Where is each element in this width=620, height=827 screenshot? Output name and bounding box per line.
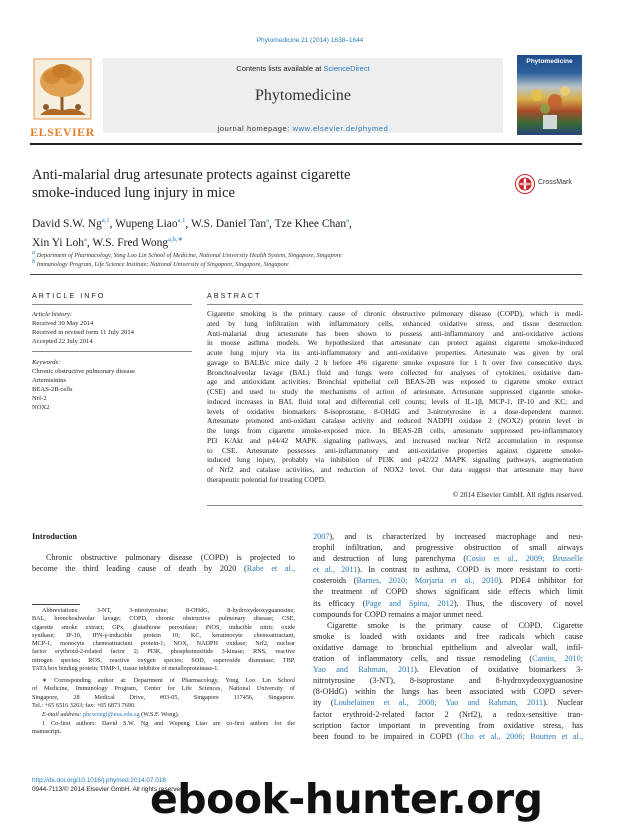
issn-line: 0944-7113/© 2014 Elsevier GmbH. All rights reserved. [32, 786, 186, 793]
watermark: ebook-hunter.org [150, 775, 543, 823]
author-separator: , [109, 217, 116, 230]
body-text: ). In contrast to asthma, COPD is more resistant to corti- [357, 565, 583, 575]
abstract-body [207, 309, 583, 485]
abstract-rule [207, 304, 583, 305]
author-affil-marker[interactable]: a [346, 217, 350, 224]
footnote-line: BAL, bronchoalveolar lavage; COPD, chronic obstructive pulmonary disease; CSE, [32, 615, 295, 623]
sciencedirect-link[interactable]: ScienceDirect [323, 64, 370, 73]
body-left-column [32, 552, 295, 574]
corresponding-author-footnote [32, 677, 295, 710]
body-line [313, 620, 583, 631]
article-info-rule [32, 304, 192, 305]
title-block-rule [30, 274, 582, 275]
body-line [313, 642, 583, 653]
author-name[interactable]: Xin Yi Loh [32, 236, 84, 249]
elsevier-tree-icon [30, 55, 95, 125]
footnote-line: 1 Co-first authors: David S.W. Ng and Wupeng Liao are co-first authors for the [42, 720, 295, 727]
cofirst-footnote [32, 720, 295, 737]
body-text: ). Thus, the discovery of novel [453, 598, 583, 608]
body-line [313, 675, 583, 686]
crossmark-icon [515, 174, 535, 194]
email-suffix: (W.S.F. Wong). [139, 711, 180, 718]
body-text: its efficacy ( [313, 598, 366, 608]
body-text: Chronic obstructive pulmonary disease (COPD) is projected to [46, 553, 295, 562]
footnote-line: Singapore, 28 Medical Drive, #03-05, Singapore 117456, Singapore. [32, 693, 295, 701]
email-prefix: E-mail address: [42, 711, 84, 718]
author-affil-marker[interactable]: a [266, 217, 270, 224]
footnote-line: MCP-1, monocyte chemoattractant protein-1; NOX, NADPH oxidase; Nrf2, nuclear [32, 640, 295, 648]
abstract-line: therapeutic potential for treating COPD. [207, 474, 326, 484]
citation-link[interactable]: Louhelainen et al., 2008; Yao and Rahman, 2011 [333, 698, 544, 708]
journal-banner [103, 58, 503, 133]
body-text: ). Nuclear [543, 698, 583, 708]
abstract-line: gavage to BALB/c mice daily 2 h before 4% cigarette smoke exposure for 1 h over five consecutive days. [207, 357, 583, 367]
footnote-line: ∗ Corresponding author at: Department of Pharmacology, Yong Loo Lin School [42, 677, 295, 684]
body-line [313, 564, 583, 575]
body-line [32, 552, 295, 563]
author-line [32, 213, 472, 232]
abstract-line: PI3 K/Akt and p44/42 MAPK signaling pathways, and increased nuclear Nrf2 accumulation in response [207, 435, 583, 445]
email-link[interactable]: phcwongf@nus.edu.sg [83, 711, 140, 718]
title-line: Anti-malarial drug artesunate protects against cigarette [32, 167, 351, 183]
abstract-line: of Nrf2 and catalase activities, and reduction of NOX2 level. Our data suggest that artesunate may have [207, 465, 583, 474]
citation-link[interactable]: et al., 2011 [313, 565, 358, 575]
journal-name: Phytomedicine [255, 87, 351, 104]
footnote-rule [32, 604, 80, 605]
abstract-line: acute lung injury via its anti-inflammatory and anti-oxidative properties. Artesunate was given by oral [207, 348, 583, 357]
body-line [313, 586, 583, 597]
author-separator: , [185, 217, 191, 230]
homepage-prefix: journal homepage: [217, 124, 293, 133]
keyword-item: NOX2 [32, 404, 50, 411]
body-line [313, 542, 583, 553]
body-text: compounds for COPD remains a major unmet need. [313, 609, 484, 619]
body-line [313, 697, 583, 708]
author-separator: , [269, 217, 275, 230]
contents-line [103, 64, 503, 73]
body-text: nitrotyrosine (3-NT), 8-isoprostane and 8-hydroxydeoxyguanosine [313, 676, 583, 686]
author-affil-marker[interactable]: a [83, 235, 87, 243]
author-affil-marker[interactable]: a,b,∗ [168, 235, 183, 243]
affiliation-marker: a [32, 249, 36, 256]
body-text: ). PDE4 inhibitor for [498, 576, 583, 586]
cover-title: Phytomedicine [526, 58, 573, 65]
body-text: ). Elevation of oxidative biomarkers 3- [414, 665, 583, 675]
author-name[interactable]: David S.W. Ng [32, 217, 102, 230]
abstract-line: ated by lung infiltration with inflammatory cells, enhanced oxidative stress, and tissue destruction. [207, 318, 583, 328]
footnote-line: of Medicine, Immunology Program, Center for Life Sciences, National University of [32, 685, 295, 693]
body-text: the treatment of COPD shows significant side effects which limit [313, 587, 583, 597]
body-text: become the third leading cause of death by 2020 ( [32, 564, 247, 574]
affiliation-text: Department of Pharmacology, Yong Loo Lin School of Medicine, National University Health System, Singapore, Singapore [35, 252, 342, 260]
abstract-line: induced lung injury, probably via inhibition of PI3K and p42/22 MAPK signaling pathways, augmentation [207, 455, 583, 465]
body-line [313, 686, 583, 697]
keyword-item: Artemisinins [32, 377, 67, 384]
body-line [313, 731, 583, 742]
abstract-line: Cigarette smoking is the primary cause of chronic obstructive pulmonary disease (COPD), which is medi- [207, 309, 583, 318]
body-text: smoke is loaded with oxidants and free radicals which cause [313, 631, 583, 641]
body-text: scription factor important in preventing from oxidative stress, has [313, 720, 583, 730]
keywords-list [32, 358, 192, 412]
abstract-line: levels of oxidative biomarkers 8-isoprostane, 8-OHdG and 3-nitrotyrosine in a dose-dependent manner. [207, 406, 583, 416]
author-name[interactable]: Tze Khee Chan [274, 217, 347, 230]
title-line: smoke-induced lung injury in mice [32, 185, 235, 201]
author-affil-marker[interactable]: a,1 [101, 217, 110, 224]
footnote-line: nitrogen species; ROS, reactive oxygen species; SOD, superoxide dismutase; TBP, [32, 656, 295, 664]
footnote-line: TATA box binding protein; TIMP-1, tissue inhibitor of metalloproteinase-1. [32, 665, 219, 673]
abstract-line: Artesunate promoted anti-oxidant catalase activity and reduced NADPH oxidase 2 (NOX2) protein level in [207, 416, 583, 426]
body-line [313, 720, 583, 731]
body-line [313, 531, 583, 542]
cover-flower-icon [517, 55, 582, 135]
publisher-name: ELSEVIER [30, 125, 95, 139]
citation-link[interactable]: Yao and Rahman, 2011 [313, 665, 415, 675]
history-item: Received 30 May 2014 [32, 320, 94, 327]
journal-reference: Phytomedicine 21 (2014) 1638–1644 [256, 37, 364, 44]
body-text: and destruction of lung parenchyma ( [313, 554, 467, 564]
abstract-line: in mouse asthma models. We hypothesized that artesunate can protect against cigarette smoke-induced [207, 338, 583, 348]
body-text: ity ( [313, 698, 334, 708]
body-right-column [313, 531, 583, 742]
article-title [32, 166, 472, 202]
body-text: (8-OHdG) within the lungs has been associated with COPD sever- [313, 687, 583, 697]
citation-link[interactable]: 2007 [313, 532, 330, 541]
citation-link[interactable]: Cho et al., 2006; Boutten et al., [460, 731, 583, 741]
history-item: Accepted 22 July 2014 [32, 338, 93, 345]
history-heading: Article history: [32, 311, 73, 318]
body-line [313, 575, 583, 586]
author-name[interactable]: W.S. Fred Wong [92, 236, 169, 249]
body-line [32, 563, 295, 574]
body-line [313, 598, 583, 609]
body-text: oxidative damage to bronchial epithelium and alveolar wall, infil- [313, 642, 583, 652]
body-text: been found to be impaired in COPD ( [313, 731, 461, 741]
history-item: Received in revised form 11 July 2014 [32, 329, 134, 336]
citation-link[interactable]: Cantin, 2010; [532, 654, 583, 664]
footnote-line: Tel.: +65 6516 3263; fax: +65 6873 7690. [32, 701, 136, 709]
body-text: factor erythroid-2-related factor 2 (Nrf2), a redox-sensitive tran- [313, 709, 583, 719]
abstract-line: Anti-malarial drug artesunate has been shown to possess anti-inflammatory and anti-oxidative actions [207, 328, 583, 338]
author-line [32, 232, 472, 251]
body-text: trophil infiltration, and progressive obstruction of small airways [313, 543, 583, 553]
citation-link[interactable]: Cosio et al., 2009; Brusselle [466, 554, 583, 564]
abstract-line: age and antioxidant activities. Bronchial epithelial cell BEAS-2B was exposed to cigarette smoke extract [207, 377, 583, 387]
abstract-line: to CSE. Artesunate possesses anti-inflammatory and anti-oxidative properties against cigarette smoke- [207, 445, 583, 455]
footnote-line: cigarette smoke extract; GPx, glutathione peroxidase; iNOS, inducible nitric oxide [32, 623, 295, 631]
doi-link[interactable]: http://dx.doi.org/10.1016/j.phymed.2014.07.018 [32, 777, 166, 784]
body-line [313, 631, 583, 642]
abstract-line: the lungs from cigarette smoke-exposed mice. In BEAS-2B cells, artesunate suppressed pro-inflammatory [207, 426, 583, 435]
keyword-item: Chronic obstructive pulmonary disease [32, 368, 136, 375]
author-name[interactable]: W.S. Daniel Tan [190, 217, 267, 230]
elsevier-logo [30, 55, 95, 140]
article-info-label: ARTICLE INFO [32, 291, 106, 300]
affiliation-b [32, 258, 289, 268]
journal-cover-image [517, 55, 582, 135]
abstract-bottom-rule [207, 505, 583, 506]
abstract-line: (CSE) and used to study the mechanisms of action of artesunate. Artesunate suppressed cigarette smoke- [207, 387, 583, 396]
abstract-line: Bronchoalveolar lavage (BAL) fluid and lungs were collected for analyses of cytokines, oxidative dam- [207, 367, 583, 377]
citation-link[interactable]: Page and Spina, 2012 [365, 598, 454, 608]
author-name[interactable]: Wupeng Liao [115, 217, 178, 230]
author-list [32, 213, 472, 251]
homepage-line [103, 124, 503, 133]
footnote-line: factor erythroid-2-related factor 2; PI3K, phosphoinositide 3-kinase; RNS, reactive [32, 648, 295, 656]
introduction-heading: Introduction [32, 532, 78, 541]
body-text: costeroids ( [313, 576, 357, 586]
keyword-item: Nrf-2 [32, 395, 47, 402]
footnote-line: synthase; IP-10, IFN-γ-inducible protein 10; KC, keratinocyte chemoattractant; [32, 631, 295, 639]
crossmark-badge[interactable] [515, 172, 585, 196]
body-line [313, 609, 583, 620]
email-footnote [32, 711, 295, 719]
abstract-line: induced increases in BAL fluid total and differential cell counts; levels of IL-1β, MCP-1, IP-10 and KC; and [207, 396, 583, 406]
body-text: Cigarette smoke is the primary cause of COPD. Cigarette [327, 620, 583, 630]
body-line [313, 553, 583, 564]
body-line [313, 664, 583, 675]
article-history [32, 310, 192, 346]
abstract-copyright: © 2014 Elsevier GmbH. All rights reserved. [452, 490, 583, 499]
author-separator: , [86, 236, 93, 249]
abstract-label: ABSTRACT [207, 291, 262, 300]
body-text: ), and is characterized by increased macrophage and neu- [329, 532, 583, 541]
footnote-line: manuscript. [32, 728, 62, 736]
footnote-line: Abbreviations: 3-NT, 3-nitrotyrosine; 8-OHdG, 8-hydroxydeoxyguanosine; [42, 607, 295, 614]
affiliation-text: Immunology Program, Life Science Institute; National University of Singapore, Singapore, Singapore [35, 261, 289, 269]
keywords-heading: Keywords: [32, 359, 61, 366]
body-line [313, 709, 583, 720]
homepage-link[interactable]: www.elsevier.de/phymed [292, 124, 389, 133]
header-rule [30, 143, 582, 145]
author-affil-marker[interactable]: a,1 [177, 217, 186, 224]
citation-link[interactable]: Rabe et al., [246, 564, 295, 574]
author-separator: , [349, 217, 352, 230]
body-text: tration of inflammatory cells, and tissue remodeling ( [313, 654, 533, 664]
abbreviations-footnote [32, 607, 295, 673]
body-line [313, 653, 583, 664]
keyword-item: BEAS-2B cells [32, 386, 73, 393]
contents-prefix: Contents lists available at [236, 64, 324, 73]
crossmark-label: CrossMark [538, 179, 572, 186]
keywords-rule [32, 351, 192, 352]
affiliation-marker: b [32, 258, 36, 265]
email-line [32, 711, 295, 719]
citation-link[interactable]: Barnes, 2010; Morjaria et al., 2010 [356, 576, 499, 586]
